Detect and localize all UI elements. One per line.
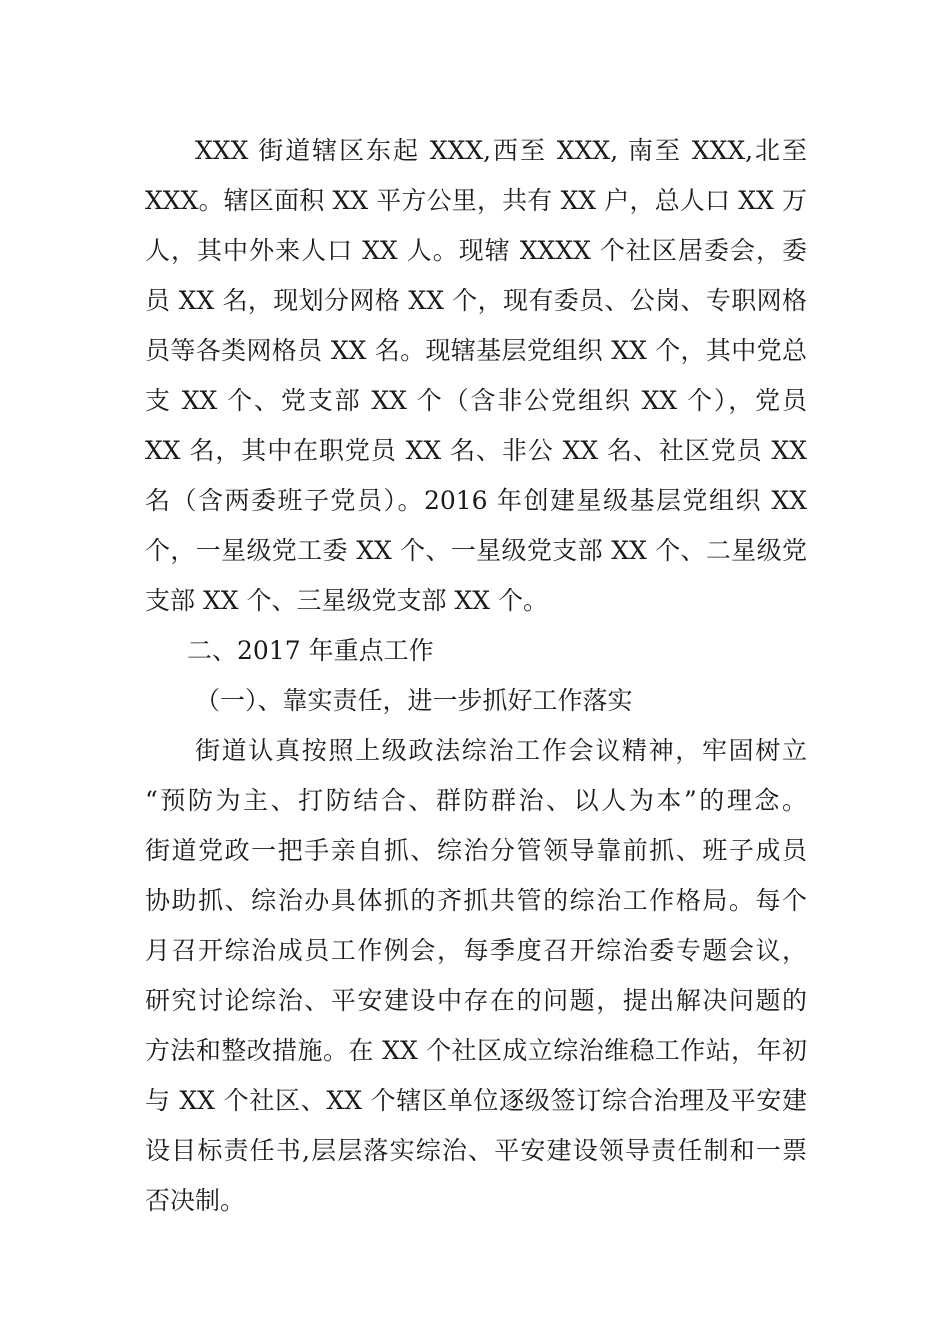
text-line: 街道党政一把手亲自抓、综治分管领导靠前抓、班子成员 — [145, 836, 807, 865]
text-line: 研究讨论综治、平安建设中存在的问题，提出解决问题的 — [145, 986, 807, 1015]
text-line: 员等各类网格员 XX 名。现辖基层党组织 XX 个，其中党总 — [145, 336, 807, 365]
text-line: 支部 XX 个、三星级党支部 XX 个。 — [145, 586, 548, 615]
subsection-heading: （一）、靠实责任，进一步抓好工作落实 — [195, 686, 633, 715]
text-line: 支 XX 个、党支部 XX 个（含非公党组织 XX 个），党员 — [145, 386, 807, 415]
text-line: XXX 街道辖区东起 XXX,西至 XXX, 南至 XXX,北至 — [195, 136, 807, 165]
text-line: “预防为主、打防结合、群防群治、以人为本”的理念。 — [145, 786, 807, 815]
text-line: XXX。辖区面积 XX 平方公里，共有 XX 户，总人口 XX 万 — [145, 186, 807, 215]
text-line: 协助抓、综治办具体抓的齐抓共管的综治工作格局。每个 — [145, 886, 807, 915]
document-body — [145, 126, 807, 1226]
text-line: 方法和整改措施。在 XX 个社区成立综治维稳工作站，年初 — [145, 1036, 807, 1065]
section-heading: 二、2017 年重点工作 — [187, 636, 434, 665]
text-line: 月召开综治成员工作例会，每季度召开综治委专题会议， — [145, 936, 807, 965]
text-line: 人，其中外来人口 XX 人。现辖 XXXX 个社区居委会，委 — [145, 236, 807, 265]
text-line: 否决制。 — [145, 1186, 246, 1215]
paragraph-overview — [145, 126, 807, 626]
text-line: 员 XX 名，现划分网格 XX 个，现有委员、公岗、专职网格 — [145, 286, 807, 315]
paragraph-responsibility — [145, 726, 807, 1226]
text-line: 与 XX 个社区、XX 个辖区单位逐级签订综合治理及平安建 — [145, 1086, 807, 1115]
text-line: 街道认真按照上级政法综治工作会议精神，牢固树立 — [195, 736, 807, 765]
text-line: 名（含两委班子党员）。2016 年创建星级基层党组织 XX — [145, 486, 807, 515]
text-line: 设目标责任书,层层落实综治、平安建设领导责任制和一票 — [145, 1136, 807, 1165]
text-line: 个，一星级党工委 XX 个、一星级党支部 XX 个、二星级党 — [145, 536, 807, 565]
text-line: XX 名，其中在职党员 XX 名、非公 XX 名、社区党员 XX — [145, 436, 807, 465]
